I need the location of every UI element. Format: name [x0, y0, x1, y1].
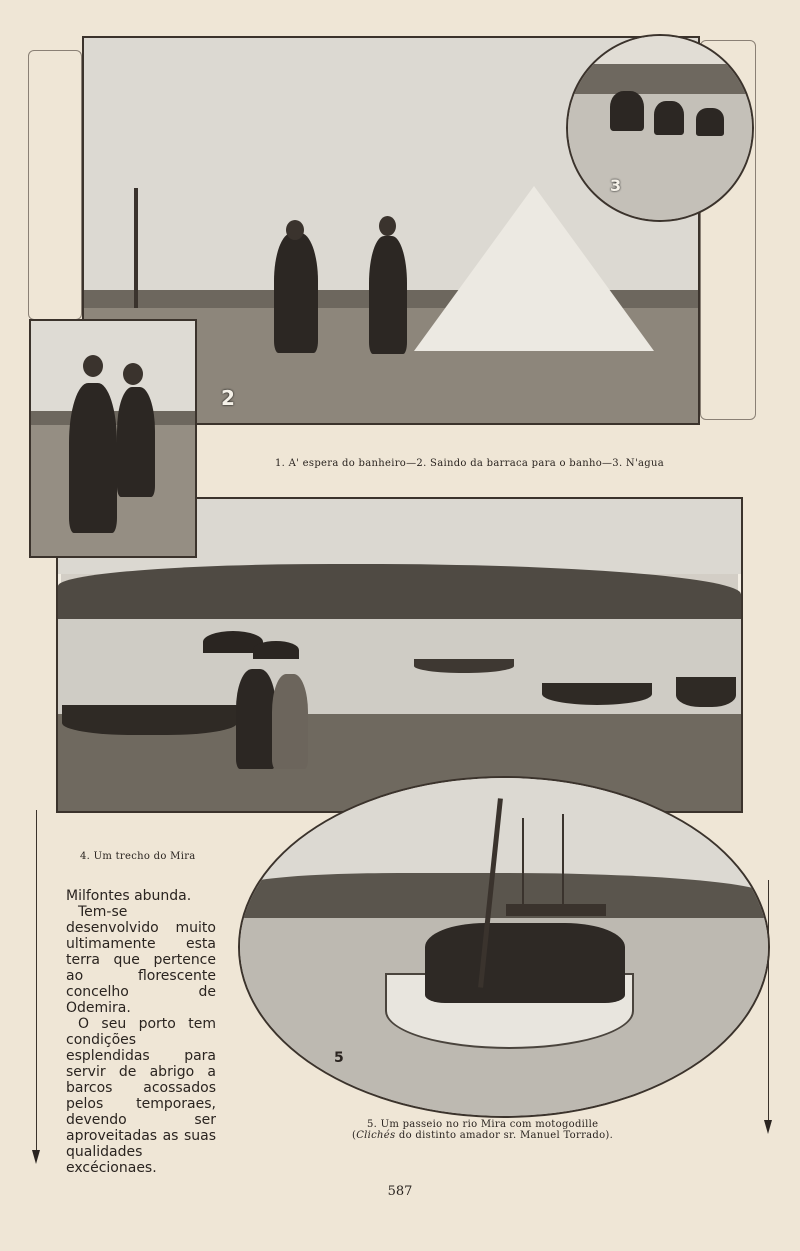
- right-vertical-rule: [768, 880, 769, 1120]
- swimmer-figure: [610, 91, 644, 131]
- article-body-text: [66, 888, 216, 1176]
- boat: [62, 705, 237, 735]
- caption-photos-1-3: 1. A' espera do banheiro—2. Saindo da barraca para o banho—3. N'agua: [275, 458, 664, 469]
- caption-photo-4: 4. Um trecho do Mira: [80, 851, 196, 862]
- sailboat-mast: [522, 818, 524, 906]
- swimmer-figure: [654, 101, 684, 135]
- boat: [676, 677, 736, 707]
- sailboat-hull: [506, 904, 606, 916]
- walking-figure: [272, 674, 308, 769]
- caption-photo-5-line1: 5. Um passeio no rio Mira com motogodille: [367, 1119, 599, 1130]
- left-vertical-rule: [36, 810, 37, 1150]
- passengers-group: [425, 923, 625, 1003]
- bather-figure: [69, 383, 117, 533]
- walking-figure: [236, 669, 276, 769]
- bather-figure: [117, 387, 155, 497]
- photo-boat-excursion: [238, 776, 770, 1118]
- swimmer-figure: [696, 108, 724, 136]
- left-pen-nib: [32, 1150, 40, 1164]
- photo-number: 3: [610, 176, 622, 195]
- sailboat-mast: [562, 814, 564, 906]
- paragraph: O seu porto tem condições esplendidas para servir de abrigo a barcos acossados pelos temporaes, devendo ser aproveitadas as suas qualidades excécionaes.: [66, 1016, 216, 1176]
- boat: [542, 683, 652, 705]
- photo-in-water: [566, 34, 754, 222]
- left-ornament-frame: [28, 50, 82, 320]
- umbrella: [253, 641, 299, 659]
- bather-figure: [274, 233, 318, 353]
- pole: [134, 188, 138, 308]
- photo-number: 2: [221, 386, 235, 410]
- right-pen-nib: [764, 1120, 772, 1134]
- caption-photo-5-line2: (Clichés do distinto amador sr. Manuel Torrado).: [352, 1130, 614, 1141]
- boat: [414, 659, 514, 673]
- photo-number: 5: [334, 1050, 344, 1066]
- page-number: 587: [387, 1184, 413, 1199]
- paragraph: Tem-se desenvolvido muito ultimamente esta terra que pertence ao florescente concelho de Odemira.: [66, 904, 216, 1016]
- bather-figure: [369, 236, 407, 354]
- paragraph: Milfontes abunda.: [66, 888, 192, 904]
- photo-two-bathers: [29, 319, 197, 558]
